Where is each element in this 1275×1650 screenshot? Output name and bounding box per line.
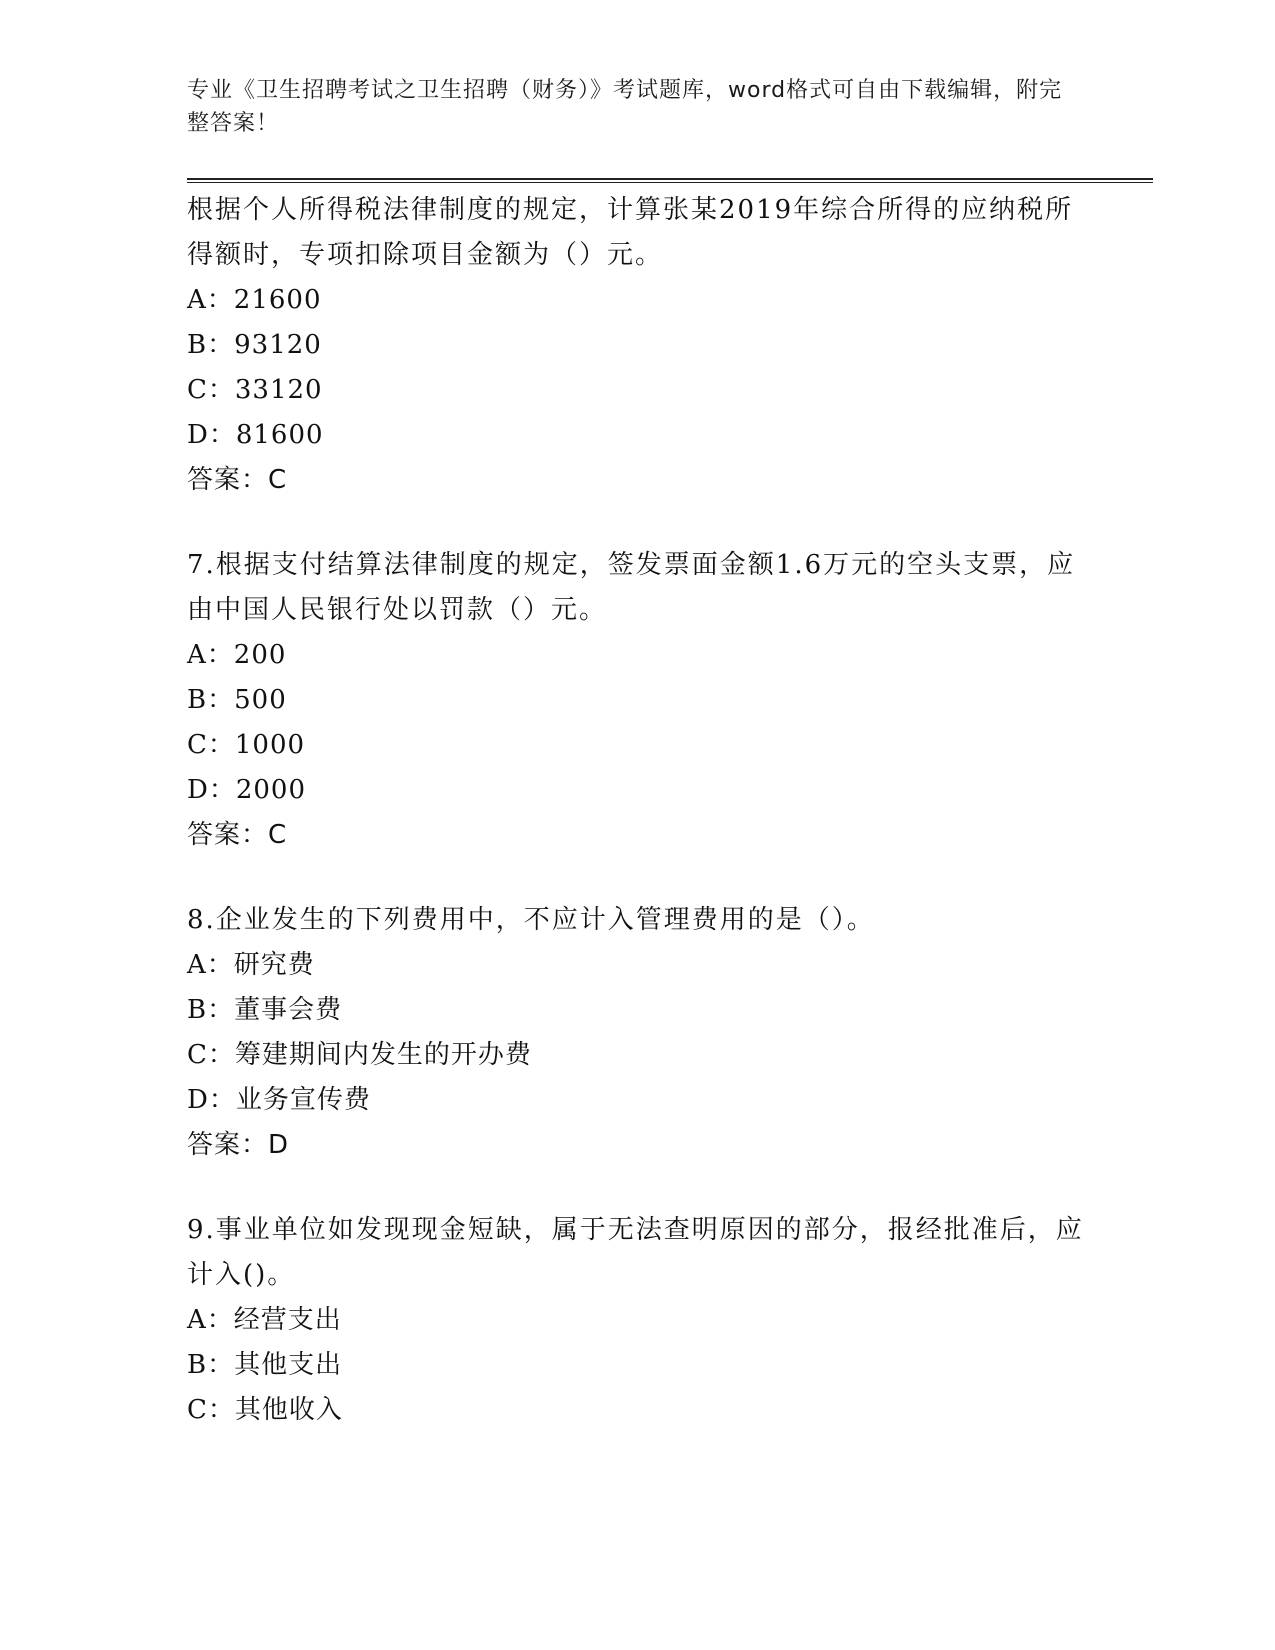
question-8 (187, 898, 1087, 1168)
question-6 (187, 188, 1087, 503)
answer-line: 答案：D (187, 1130, 290, 1160)
question-7 (187, 543, 1087, 858)
question-text: 8.企业发生的下列费用中，不应计入管理费用的是（）。 (187, 905, 875, 935)
answer-line: 答案：C (187, 820, 288, 850)
option-a: A：研究费 (187, 950, 315, 980)
option-d: D：81600 (187, 420, 324, 450)
option-b: B：93120 (187, 330, 322, 360)
header-rule-thin (187, 182, 1153, 183)
option-a: A：经营支出 (187, 1305, 342, 1335)
option-c: C：筹建期间内发生的开办费 (187, 1040, 532, 1070)
option-c: C：33120 (187, 375, 323, 405)
option-d: D：业务宣传费 (187, 1085, 371, 1115)
option-d: D：2000 (187, 775, 307, 805)
question-9 (187, 1208, 1087, 1433)
option-c: C：其他收入 (187, 1395, 343, 1425)
option-c: C：1000 (187, 730, 306, 760)
question-text: 9.事业单位如发现现金短缺，属于无法查明原因的部分，报经批准后，应计入()。 (187, 1215, 1084, 1290)
answer-line: 答案：C (187, 465, 288, 495)
option-a: A：200 (187, 640, 287, 670)
option-b: B：董事会费 (187, 995, 343, 1025)
option-a: A：21600 (187, 285, 322, 315)
document-header: 专业《卫生招聘考试之卫生招聘（财务）》考试题库，word格式可自由下载编辑，附完整答案！ (187, 78, 1063, 136)
question-text: 根据个人所得税法律制度的规定，计算张某2019年综合所得的应纳税所得额时，专项扣除项目金额为（）元。 (187, 195, 1074, 270)
header-rule-thick (187, 178, 1153, 180)
option-b: B：其他支出 (187, 1350, 343, 1380)
option-b: B：500 (187, 685, 287, 715)
question-text: 7.根据支付结算法律制度的规定，签发票面金额1.6万元的空头支票，应由中国人民银行处以罚款（）元。 (187, 550, 1076, 625)
question-list (187, 188, 1087, 1473)
